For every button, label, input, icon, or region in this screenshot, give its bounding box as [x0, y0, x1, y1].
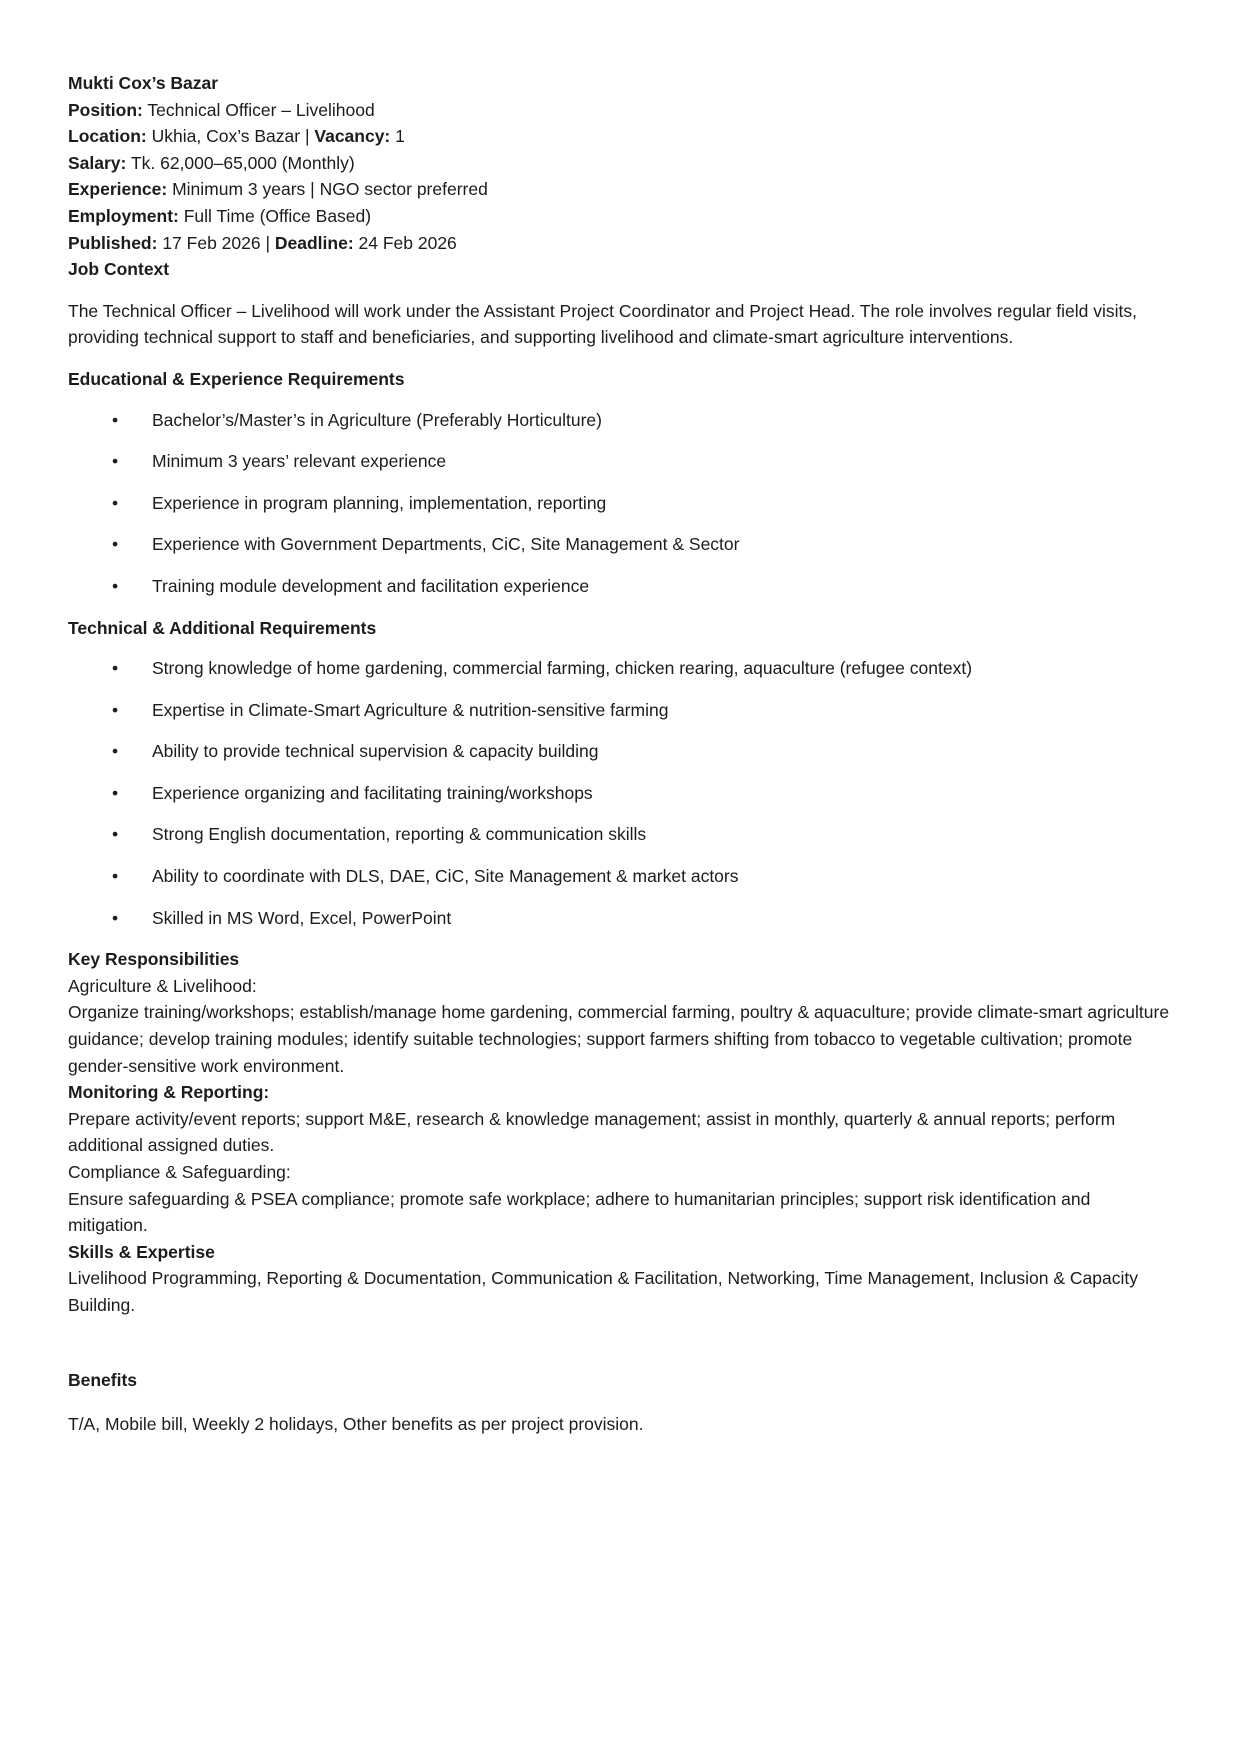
list-item: • Skilled in MS Word, Excel, PowerPoint [68, 905, 1172, 932]
key-responsibilities-heading: Key Responsibilities [68, 949, 240, 970]
meta-vacancy-value: 1 [390, 126, 405, 147]
meta-experience-label: Experience: [68, 179, 168, 200]
meta-deadline-label: Deadline: [274, 232, 354, 253]
list-item: • Ability to provide technical supervision & capacity building [68, 738, 1172, 765]
meta-employment [68, 203, 1172, 230]
responsibility-group-body: Ensure safeguarding & PSEA compliance; promote safe workplace; adhere to humanitarian principles; support risk identification and mitigation. [68, 1188, 1091, 1236]
list-item: • Bachelor’s/Master’s in Agriculture (Preferably Horticulture) [68, 407, 1172, 434]
meta-deadline-value: 24 Feb 2026 [353, 232, 457, 253]
technical-requirements-list [68, 655, 1172, 931]
meta-position-label: Position: [68, 99, 143, 120]
list-item: • Training module development and facilitation experience [68, 573, 1172, 600]
technical-requirements-heading: Technical & Additional Requirements [68, 617, 377, 638]
meta-employment-label: Employment: [68, 205, 179, 226]
meta-location-vacancy [68, 123, 1172, 150]
list-item: • Expertise in Climate-Smart Agriculture & nutrition-sensitive farming [68, 697, 1172, 724]
responsibility-group-title: Compliance & Safeguarding: [68, 1162, 291, 1182]
meta-published-label: Published: [68, 232, 158, 253]
responsibility-group-body: Prepare activity/event reports; support M&E, research & knowledge management; assist in monthly, quarterly & annual reports; perform additional assigned duties. [68, 1108, 1116, 1156]
meta-published-value: 17 Feb 2026 | [157, 232, 275, 253]
benefits-body: T/A, Mobile bill, Weekly 2 holidays, Other benefits as per project provision. [68, 1414, 644, 1435]
list-item: • Experience organizing and facilitating training/workshops [68, 780, 1172, 807]
list-item: • Experience in program planning, implementation, reporting [68, 490, 1172, 517]
meta-experience [68, 176, 1172, 203]
job-context-heading: Job Context [68, 259, 170, 280]
list-item: • Strong English documentation, reporting & communication skills [68, 821, 1172, 848]
org-title: Mukti Cox’s Bazar [68, 73, 219, 93]
meta-published-deadline [68, 230, 1172, 257]
meta-location-value: Ukhia, Cox’s Bazar | [146, 126, 315, 147]
responsibility-group-title: Skills & Expertise [68, 1241, 215, 1262]
meta-vacancy-label: Vacancy: [314, 126, 391, 147]
responsibility-group-title: Agriculture & Livelihood: [68, 975, 257, 996]
meta-position [68, 97, 1172, 124]
list-item: • Experience with Government Departments, CiC, Site Management & Sector [68, 531, 1172, 558]
meta-position-value: Technical Officer – Livelihood [142, 99, 375, 120]
list-item: • Minimum 3 years’ relevant experience [68, 448, 1172, 475]
meta-location-label: Location: [68, 126, 147, 147]
job-context-body: The Technical Officer – Livelihood will work under the Assistant Project Coordinator and Project Head. The role involves regular field visits, providing technical support to staff and beneficiaries, and supporting livelihood and climate-smart agriculture interventions. [68, 300, 1138, 348]
educational-requirements-heading: Educational & Experience Requirements [68, 368, 405, 389]
educational-requirements-list [68, 407, 1172, 600]
responsibility-group-body: Livelihood Programming, Reporting & Documentation, Communication & Facilitation, Networking, Time Management, Inclusion & Capacity Building. [68, 1268, 1138, 1315]
meta-salary [68, 150, 1172, 177]
meta-salary-label: Salary: [68, 152, 127, 173]
list-item: • Strong knowledge of home gardening, commercial farming, chicken rearing, aquaculture (refugee context) [68, 655, 1172, 682]
key-responsibilities-section [68, 946, 1172, 1318]
meta-employment-value: Full Time (Office Based) [178, 205, 372, 226]
meta-experience-value: Minimum 3 years | NGO sector preferred [167, 179, 488, 200]
list-item: • Ability to coordinate with DLS, DAE, CiC, Site Management & market actors [68, 863, 1172, 890]
meta-salary-value: Tk. 62,000–65,000 (Monthly) [126, 152, 355, 173]
responsibility-group-body: Organize training/workshops; establish/manage home gardening, commercial farming, poultry & aquaculture; provide climate-smart agriculture guidance; develop training modules; identify suitable technologies; support farmers shifting from tobacco to vegetable cultivation; promote gender-sensitive work environment. [68, 1002, 1170, 1076]
benefits-heading: Benefits [68, 1369, 138, 1390]
responsibility-group-title: Monitoring & Reporting: [68, 1082, 270, 1103]
